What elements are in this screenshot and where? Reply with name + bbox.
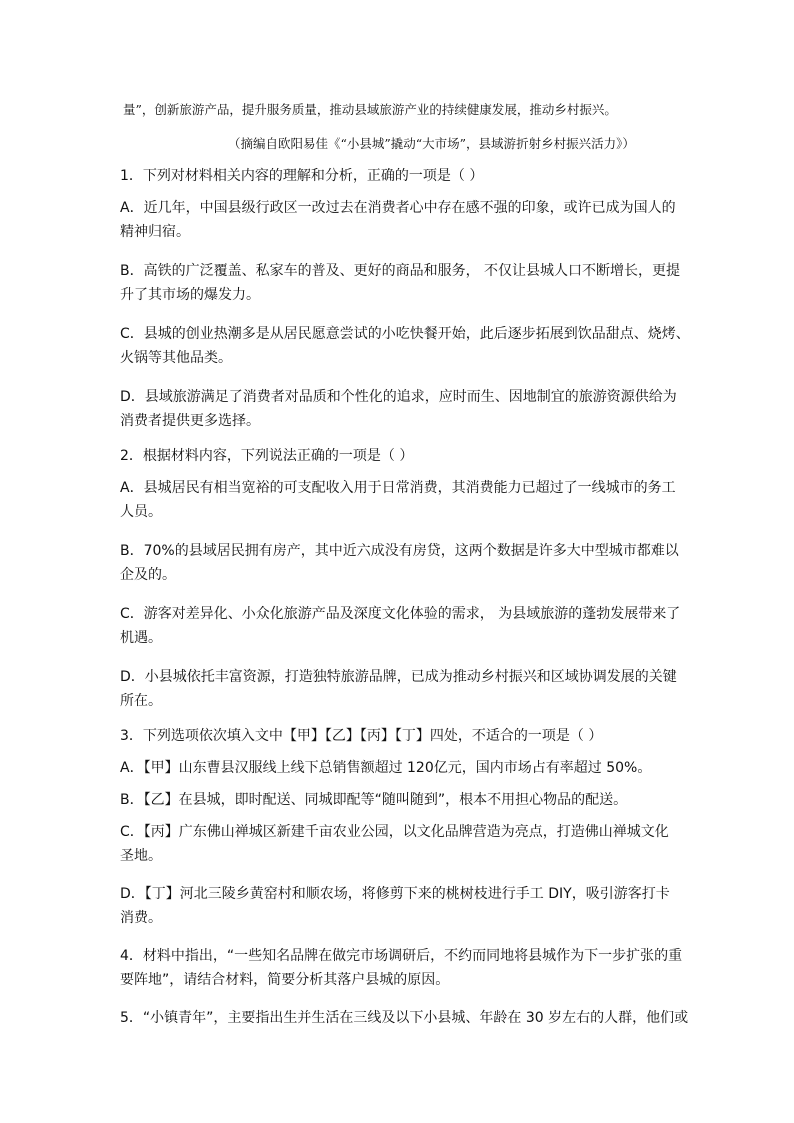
q3-option-b: B．【乙】在县城，即时配送、同城即配等“随叫随到”，根本不用担心物品的配送。 <box>120 792 628 808</box>
passage-ending-line: 量”，创新旅游产品，提升服务质量，推动县域旅游产业的持续健康发展，推动乡村振兴。 <box>123 102 617 117</box>
question-2-stem: 2．根据材料内容，下列说法正确的一项是（ ） <box>120 448 414 464</box>
q3-option-c-line2: 圣地。 <box>120 848 162 864</box>
q2-option-d-line2: 所在。 <box>120 693 162 709</box>
q1-option-c-line1: C．县城的创业热潮多是从居民愿意尝试的小吃快餐开始，此后逐步拓展到饮品甜点、烧烤、 <box>120 326 690 342</box>
q1-option-d-line2: 消费者提供更多选择。 <box>120 413 260 429</box>
q1-option-c-line2: 火锅等其他品类。 <box>120 350 232 366</box>
passage-citation: （摘编自欧阳易佳《“小县城”撬动“大市场”，县域游折射乡村振兴活力》） <box>228 136 635 151</box>
q2-option-b-line2: 企及的。 <box>120 567 176 583</box>
q1-option-a-line2: 精神归宿。 <box>120 224 190 240</box>
q2-option-d-line1: D．小县城依托丰富资源，打造独特旅游品牌，已成为推动乡村振兴和区域协调发展的关键 <box>120 669 677 685</box>
question-5-line1: 5．“小镇青年”，主要指出生并生活在三线及以下小县城、年龄在 30 岁左右的人群，他们或 <box>120 1010 689 1026</box>
q2-option-a-line2: 人员。 <box>120 504 162 520</box>
q3-option-a: A．【甲】山东曹县汉服线上线下总销售额超过 120亿元，国内市场占有率超过 50%。 <box>120 760 652 776</box>
question-4-line2: 要阵地”，请结合材料，简要分析其落户县城的原因。 <box>120 972 450 988</box>
q1-option-b-line2: 升了其市场的爆发力。 <box>120 287 260 303</box>
q1-option-b-line1: B．高铁的广泛覆盖、私家车的普及、更好的商品和服务， 不仅让县城人口不断增长，更提 <box>120 263 681 279</box>
q2-option-c-line2: 机遇。 <box>120 630 162 646</box>
q2-option-a-line1: A．县城居民有相当宽裕的可支配收入用于日常消费，其消费能力已超过了一线城市的务工 <box>120 480 676 496</box>
q1-option-d-line1: D．县域旅游满足了消费者对品质和个性化的追求，应时而生、因地制宜的旅游资源供给为 <box>120 389 677 405</box>
q2-option-c-line1: C．游客对差异化、小众化旅游产品及深度文化体验的需求， 为县域旅游的蓬勃发展带来了 <box>120 606 681 622</box>
q1-option-a-line1: A．近几年，中国县级行政区一改过去在消费者心中存在感不强的印象，或许已成为国人的 <box>120 200 676 216</box>
q3-option-d-line1: D．【丁】河北三陵乡黄窑村和顺农场，将修剪下来的桃树枝进行手工 DIY，吸引游客打卡 <box>120 886 670 902</box>
q3-option-c-line1: C．【丙】广东佛山禅城区新建千亩农业公园，以文化品牌营造为亮点，打造佛山禅城文化 <box>120 824 669 840</box>
question-4-line1: 4．材料中指出，“一些知名品牌在做完市场调研后，不约而同地将县城作为下一步扩张的重 <box>120 948 683 964</box>
q3-option-d-line2: 消费。 <box>120 910 162 926</box>
question-1-stem: 1．下列对材料相关内容的理解和分析，正确的一项是（ ） <box>120 168 484 184</box>
q2-option-b-line1: B．70%的县域居民拥有房产，其中近六成没有房贷，这两个数据是许多大中型城市都难以 <box>120 543 679 559</box>
question-3-stem: 3．下列选项依次填入文中【甲】【乙】【丙】【丁】四处，不适合的一项是（ ） <box>120 728 603 744</box>
